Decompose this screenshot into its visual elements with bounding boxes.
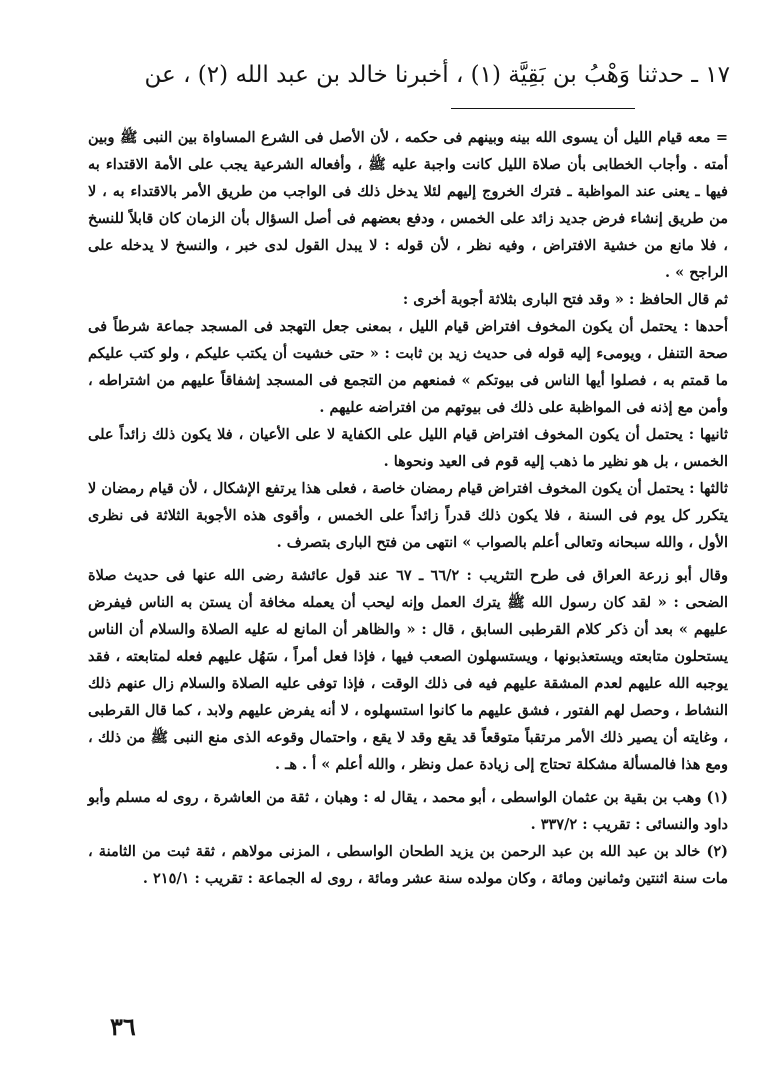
footnote-text: [88, 124, 728, 892]
paragraph: وقال أبو زرعة العراق فى طرح التثريب : ٦٦/٢ ـ ٦٧ عند قول عائشة رضى الله عنها فى حديث صلاة الضحى : « لقد كان رسول الله ﷺ يترك العمل وإنه ليحب أن يعمله مخافة أن يستن به الناس فيفرض عليهم » بعد أن ذكر كلام القرطبى السابق ، قال : « والظاهر أن المانع له عليه الصلاة والسلام أن الناس يستحلون متابعته ويستعذبونها ، ويستسهلون الصعب فيها ، فإذا فعل أمراً ، سَهُل عليهم فعله لمتابعته ، فقد يوجبه الله عليهم لعدم المشقة عليهم فيه فى ذلك الوقت ، فإذا توفى عليه الصلاة والسلام زال عنهم ذلك النشاط ، وحصل لهم الفتور ، فشق عليهم ما كانوا استسهلوه ، لا أنه يفرض عليهم ولابد ، كما قال القرطبى ، وغايته أن يصير ذلك الأمر مرتقباً متوقعاً قد يقع وقد لا يقع ، واحتمال وقوعه الذى منع النبى ﷺ من ذلك ، ومع هذا فالمسألة مشكلة تحتاج إلى زيادة عمل ونظر ، والله أعلم » أ . هـ .: [88, 567, 728, 773]
footnote-2: (٢) خالد بن عبد الله بن عبد الرحمن بن يزيد الطحان الواسطى ، المزنى مولاهم ، ثقة ثبت من الثامنة ، مات سنة اثنتين وثمانين ومائة ، وكان مولده سنة عشر ومائة ، روى له الجماعة : تقريب : ٢١٥/١ .: [88, 843, 728, 887]
page-number-container: [88, 1012, 728, 1041]
paragraph: أحدها : يحتمل أن يكون المخوف افتراض قيام الليل ، بمعنى جعل التهجد فى المسجد جماعة شرطاً فى صحة التنفل ، ويومىء إليه قوله فى حديث زيد بن ثابت : « حتى خشيت أن يكتب عليكم ، ولو كتب عليكم ما قمتم به ، فصلوا أيها الناس فى بيوتكم » فمنعهم من التجمع فى المسجد إشفاقاً عليهم من اشتراطه ، وأمن مع إذنه فى المواظبة على ذلك فى بيوتهم من افتراضه عليهم .: [88, 318, 728, 416]
footnote-separator-rule: [451, 108, 635, 109]
page-number: ٣٦: [110, 1012, 136, 1041]
paragraph: ثم قال الحافظ : « وقد فتح البارى بثلاثة أجوبة أخرى :: [402, 291, 728, 308]
paragraph: ثالثها : يحتمل أن يكون المخوف افتراض قيام رمضان خاصة ، فعلى هذا يرتفع الإشكال ، لأن قيام رمضان لا يتكرر كل يوم فى السنة ، فلا يكون ذلك قدراً زائداً على الخمس ، وأقوى هذه الأجوبة الثلاثة فى نظرى الأول ، والله سبحانه وتعالى أعلم بالصواب » انتهى من فتح البارى بتصرف .: [88, 480, 728, 551]
paragraph: ثانيها : يحتمل أن يكون المخوف افتراض قيام الليل على الكفاية لا على الأعيان ، فلا يكون ذلك زائداً على الخمس ، بل هو نظير ما ذهب إليه قوم فى العيد ونحوها .: [88, 426, 728, 470]
hadith-heading: ١٧ ـ حدثنا وَهْبُ بن بَقِيَّة (١) ، أخبرنا خالد بن عبد الله (٢) ، عن: [144, 62, 730, 88]
footnote-1: (١) وهب بن بقية بن عثمان الواسطى ، أبو محمد ، يقال له : وهبان ، ثقة من العاشرة ، روى له مسلم وأبو داود والنسائى : تقريب : ٣٣٧/٢ .: [88, 789, 728, 833]
paragraph: = معه قيام الليل أن يسوى الله بينه وبينهم فى حكمه ، لأن الأصل فى الشرع المساواة بين النبى ﷺ وبين أمته . وأجاب الخطابى بأن صلاة الليل كانت واجبة عليه ﷺ ، وأفعاله الشرعية يجب على الأمة الاقتداء به فيها ـ يعنى عند المواظبة ـ فترك الخروج إليهم لئلا يدخل ذلك فى الواجب من طريق الأمر بالاقتداء به ، لا من طريق إنشاء فرض جديد زائد على الخمس ، ودفع بعضهم فى أصل السؤال بأن الزمان كان قابلاً للنسخ ، فلا مانع من خشية الافتراض ، وفيه نظر ، لأن قوله : لا يبدل القول لدى خبر ، والنسخ لا يدخله على الراجح » .: [88, 129, 728, 281]
